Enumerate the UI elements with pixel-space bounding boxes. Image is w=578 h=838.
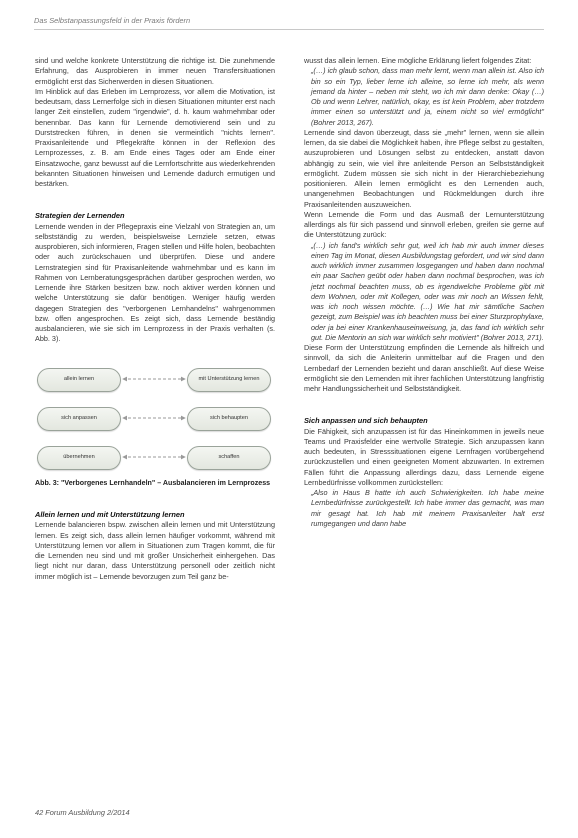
right-column: [304, 56, 544, 529]
body-paragraph: Lernende wenden in der Pflegepraxis eine Vielzahl von Strategien an, um selbstständig zu werden, beispielsweise Lernziele setzen, etwas ausprobieren, sich informieren, Fragen stellen und Hilfe holen, beobachten oder auch zurückschauen und überprüfen. Diese und andere Lernstrategien sind für Praxisanleitende wahrnehmbar und es kann im Rahmen von Lernberatungsgesprächen darüber gesprochen werden, wo Lernende ihre Stärken besitzen bzw. noch aktiver werden können und welche Unterstützung sie dafür benötigen. Weniger häufig werden dagegen Strategien des "verborgenen Lernhandelns" wahrgenommen bzw. offen angesprochen. Es zeigt sich, dass Lernende beständig ausbalancieren, wie sie sich im Lernprozess in der Praxis verhalten (s. Abb. 3).: [35, 221, 275, 344]
body-paragraph: Im Hinblick auf das Erleben im Lernprozess, vor allem die Motivation, ist bedeutsam, dass Lernerfolge sich in diesen Situationen mitunter erst nach langer Zeit einstellen, zudem "irgendwie", d. h. kaum wahrnehmbar oder benennbar. Das kann für Lernende demotivierend sein und zu Durststrecken führen, in denen sie vermeintlich "nichts lernen". Praxisanleitende und Pflegekräfte können in der Reflexion des Lernprozesses, z. B. am Ende eines Tages oder am Ende einer Einsatzwoche, ganz bewusst auf die Lernfortschritte aus wiederkehrenden bekannten Situationen hinweisen und Lernende dadurch ermutigen und bestärken.: [35, 86, 275, 188]
oval-uebernehmen: übernehmen: [37, 446, 121, 470]
oval-sich-behaupten: sich behaupten: [187, 407, 271, 431]
body-paragraph: wusst das allein lernen. Eine mögliche Erklärung liefert folgendes Zitat:: [304, 56, 532, 65]
section-heading: Sich anpassen und sich behaupten: [304, 416, 428, 426]
figure-verborgenes-lernhandeln: [35, 361, 275, 473]
block-quote: „(…) ich fand's wirklich sehr gut, weil ich hab mir auch immer dieses einen Tag im Monat, diesen Ausbildungstag gefordert, und wir sind dann auch wirklich immer zusammen losgegangen und haben dann nochmal ein paar Sachen geübt oder haben dann nochmal besprochen, was ich jetzt nochmal beachten muss, ob es irgendwelche Probleme gibt mit dem Wohnen, oder mit Kollegen, oder was mir noch an Wissen fehlt, was ich noch wissen möchte. (…) Wie hat mir sämtliche Sachen gezeigt, zum Beispiel was ich beachten muss bei einer Sturzprophylaxe, oder ja bei einer Krankenhauseinweisung, ja, das fand ich wirklich sehr gut. Die Mentorin an sich war wirklich sehr motiviert" (Bohrer 2013, 271).: [311, 240, 544, 342]
section-heading: Allein lernen und mit Unterstützung lernen: [35, 510, 185, 519]
oval-schaffen: schaffen: [187, 446, 271, 470]
oval-sich-anpassen: sich anpassen: [37, 407, 121, 431]
page-footer: 42 Forum Ausbildung 2/2014: [35, 808, 130, 817]
body-paragraph: Lernende balancieren bspw. zwischen allein lernen und mit Unterstützung lernen. Es zeigt sich, dass allein lernen häufiger vorkommt, während mit Unterstützung lernen vor allem in Situationen zum Tragen kommt, die für die Lernenden neu sind und mit großer Unsicherheit einhergehen. Das liegt nicht nur daran, dass Unterstützung personell oder zeitlich nicht immer möglich ist – Lernende bevorzugen zum Teil ganz be-: [35, 520, 275, 581]
oval-mit-unterstuetzung-lernen: mit Unterstützung lernen: [187, 368, 271, 392]
body-paragraph: sind und welche konkrete Unterstützung die richtige ist. Die zunehmende Erfahrung, das Ausprobieren in immer neuen Transfersituationen ermöglicht erst das Sicherwerden in diesen Situationen.: [35, 56, 275, 86]
left-column: [35, 56, 275, 582]
section-heading: Strategien der Lernenden: [35, 211, 125, 221]
figure-caption: Abb. 3: "Verborgenes Lernhandeln" – Ausbalancieren im Lernprozess: [35, 478, 271, 487]
running-header: Das Selbstanpassungsfeld in der Praxis fördern: [34, 16, 191, 25]
body-paragraph: Lernende sind davon überzeugt, dass sie „mehr" lernen, wenn sie allein lernen, da sie dabei die Möglichkeit haben, ihre Pflege selbst zu gestalten, auszuprobieren und Lösungen selbst zu entdecken, anstatt davon abhängig zu sein, wie viel ihre anleitende Person an Selbstständigkeit ermöglicht. Zudem müssen sie sich nicht in der Hierarchiebeziehung positionieren. Allein lernen ermöglicht es den Lernenden auch, unangenehmen Beobachtungen und Rückmeldungen durch ihre Praxisanleitenden auszuweichen.: [304, 127, 544, 209]
block-quote: „(…) ich glaub schon, dass man mehr lernt, wenn man allein ist. Also ich bin so ein Typ, lieber lerne ich alleine, so lerne ich mehr, als wenn jemand da hinter – neben mir steht, wo ich mir dann denke: Okay (…) Ob und wenn Lehrer, natürlich, okay, es ist kein Problem, aber trotzdem immer einen so unterstützt und ja, einem nicht so viel ermöglicht" (Bohrer 2013, 267).: [311, 66, 544, 127]
oval-allein-lernen: allein lernen: [37, 368, 121, 392]
header-rule: [34, 29, 544, 30]
body-paragraph: Wenn Lernende die Form und das Ausmaß der Lernunterstützung allerdings als für sich passend und sinnvoll erleben, greifen sie gerne auf die Unterstützung zurück:: [304, 209, 544, 240]
body-paragraph: Diese Form der Unterstützung empfinden die Lernende als hilfreich und sinnvoll, da sich die Anleiterin unmittelbar auf die Fragen und den Lernbedarf der Lernenden bezieht und daran anschließt. Auf diese Weise ermöglicht sie den Lernenden mit ihrer fachlichen Unterstützung langfristig mehr Handlungssicherheit und Selbstständigkeit.: [304, 343, 544, 393]
body-paragraph: Die Fähigkeit, sich anzupassen ist für das Hineinkommen in jeweils neue Teams und Praxisfelder eine wertvolle Strategie. Sich anzupassen kann auch bedeuten, in Stresssituationen eigene Lernfragen vorübergehend zurückzustellen und einen geeigneten Moment abzuwarten. In extremen Fällen führt die Anpassung allerdings dazu, dass Lernende eigene Lernbedürfnisse vollkommen zurückstellen:: [304, 426, 544, 487]
block-quote: „Also in Haus B hatte ich auch Schwierigkeiten. Ich habe meine Lernbedürfnisse zurückgestellt. Ich habe immer das gemacht, was man mir gesagt hat. Ich hab mit meinem Praxisanleiter halt erst rumgegangen und dann habe: [311, 488, 544, 528]
